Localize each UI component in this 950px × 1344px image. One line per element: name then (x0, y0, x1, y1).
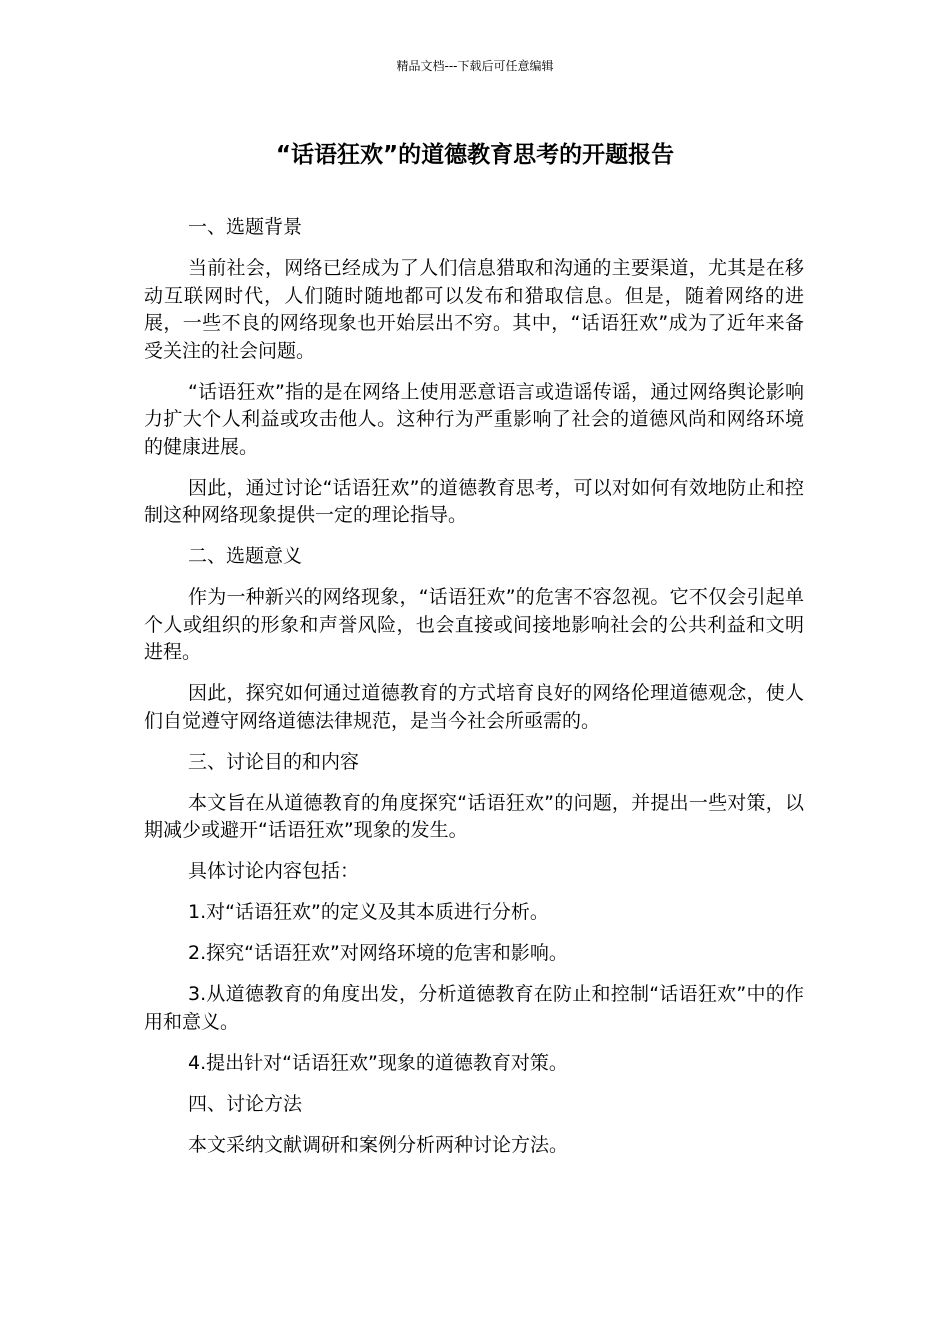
header-note: 精品文档---下载后可任意编辑 (396, 59, 554, 73)
section-heading-significance: 二、选题意义 (188, 545, 303, 567)
paragraph-background-1: 当前社会，网络已经成为了人们信息猎取和沟通的主要渠道，尤其是在移动互联网时代，人们随时随地都可以发布和猎取信息。但是，随着网络的进展，一些不良的网络现象也开始层出不穷。其中，“话语狂欢”成为了近年来备受关注的社会问题。 (144, 257, 804, 362)
paragraph-significance-1: 作为一种新兴的网络现象，“话语狂欢”的危害不容忽视。它不仅会引起单个人或组织的形象和声誉风险，也会直接或间接地影响社会的公共利益和文明进程。 (144, 586, 804, 663)
list-item-1: 1.对“话语狂欢”的定义及其本质进行分析。 (188, 901, 549, 923)
paragraph-purpose-1: 本文旨在从道德教育的角度探究“话语狂欢”的问题，并提出一些对策，以期减少或避开“话语狂欢”现象的发生。 (144, 791, 804, 841)
section-heading-purpose: 三、讨论目的和内容 (188, 750, 360, 773)
list-item-4: 4.提出针对“话语狂欢”现象的道德教育对策。 (188, 1051, 568, 1074)
paragraph-background-3: 因此，通过讨论“话语狂欢”的道德教育思考，可以对如何有效地防止和控制这种网络现象提供一定的理论指导。 (144, 476, 804, 526)
document-body (144, 214, 804, 1173)
paragraph-method-1: 本文采纳文献调研和案例分析两种讨论方法。 (188, 1133, 569, 1156)
paragraph-background-2: “话语狂欢”指的是在网络上使用恶意语言或造谣传谣，通过网络舆论影响力扩大个人利益或攻击他人。这种行为严重影响了社会的道德风尚和网络环境的健康进展。 (144, 380, 804, 458)
paragraph-purpose-2: 具体讨论内容包括： (188, 860, 360, 882)
section-heading-background: 一、选题背景 (188, 216, 303, 238)
paragraph-significance-2: 因此，探究如何通过道德教育的方式培育良好的网络伦理道德观念，使人们自觉遵守网络道德法律规范，是当今社会所亟需的。 (144, 682, 804, 732)
list-item-2: 2.探究“话语狂欢”对网络环境的危害和影响。 (188, 942, 568, 964)
section-heading-method: 四、讨论方法 (188, 1092, 303, 1115)
document-title: “话语狂欢”的道德教育思考的开题报告 (275, 142, 675, 168)
list-item-3: 3.从道德教育的角度出发，分析道德教育在防止和控制“话语狂欢”中的作用和意义。 (144, 983, 804, 1033)
